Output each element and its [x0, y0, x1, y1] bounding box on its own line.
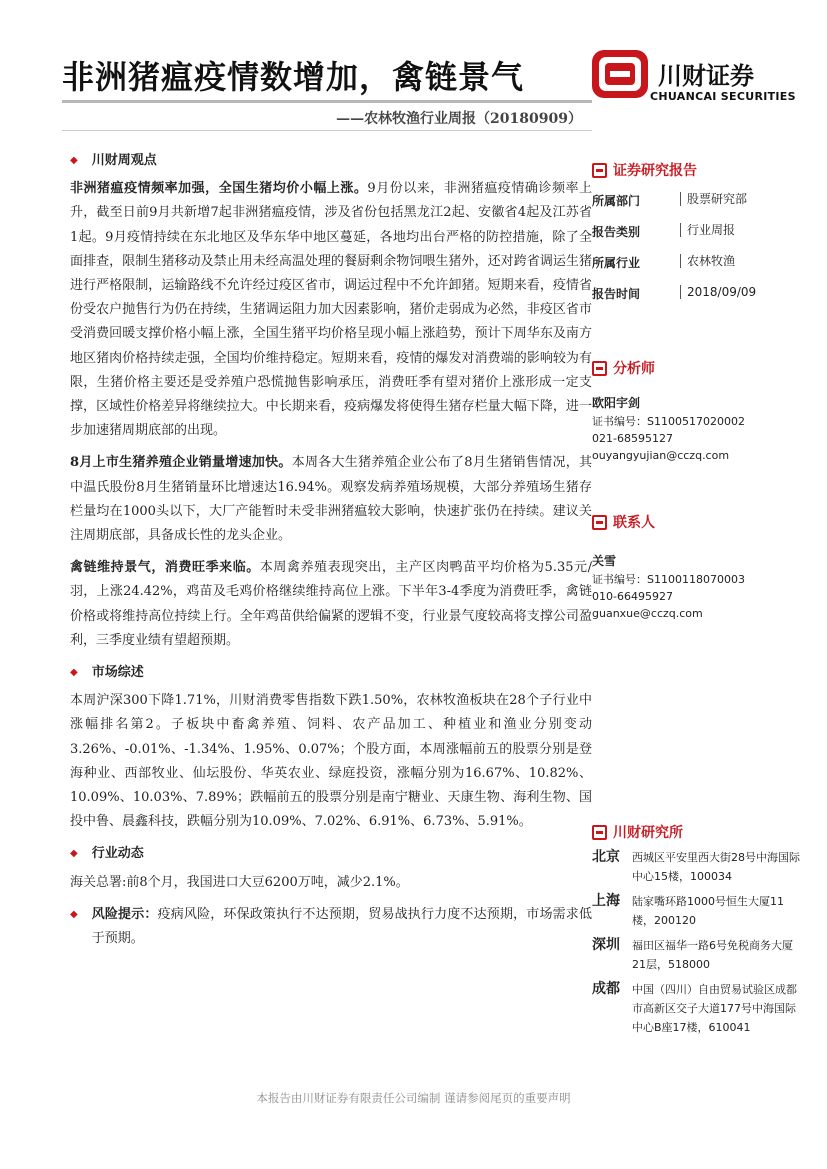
info-row	[592, 285, 802, 316]
institute-row	[592, 892, 802, 930]
section-market	[70, 661, 592, 685]
contact-heading-icon	[592, 515, 607, 530]
info-key: 所属部门	[592, 194, 641, 208]
institute-address: 福田区福华一路6号免税商务大厦21层，518000	[632, 939, 793, 971]
analyst-email[interactable]: ouyangyujian@cczq.com	[592, 449, 730, 462]
paragraph	[70, 177, 592, 443]
title-divider	[62, 100, 592, 103]
risk-text: 疫病风险，环保政策执行不达预期，贸易战执行力度不达预期，市场需求低于预期。	[91, 906, 592, 947]
info-row	[592, 223, 802, 254]
info-value: 行业周报	[680, 223, 735, 237]
contact-name: 关雪	[592, 554, 617, 568]
institute-city: 上海	[592, 893, 620, 909]
paragraph	[70, 556, 592, 653]
paragraph-lead: 非洲猪瘟疫情频率加强，全国生猪均价小幅上涨。	[70, 181, 368, 197]
report-heading-icon	[592, 163, 607, 178]
risk-note	[70, 903, 592, 951]
paragraph	[70, 451, 592, 548]
subtitle-divider	[62, 130, 592, 131]
institute-row	[592, 980, 802, 1037]
info-key: 所属行业	[592, 256, 641, 270]
paragraph-body: 本周各大生猪养殖企业公布了8月生猪销售情况，其中温氏股份8月生猪销量环比增速达16.94%。观察发病养殖场规模，大部分养殖场生猪存栏量均在1000头以下，大厂产能暂时未受非洲猪瘟较大影响，快速扩张仍在持续。建议关注周期底部，具备成长性的龙头企业。	[70, 455, 592, 544]
institute-city: 北京	[592, 849, 620, 865]
info-row	[592, 192, 802, 223]
section-view	[70, 149, 592, 173]
analyst-heading: 分析师	[592, 358, 802, 378]
institute-heading: 川财研究所	[592, 822, 802, 842]
contact-block	[592, 512, 802, 622]
paragraph-body: 9月份以来，非洲猪瘟疫情确诊频率上升，截至日前9月共新增7起非洲猪瘟疫情，涉及省份包括黑龙江2起、安徽省4起及江苏省1起。9月疫情持续在东北地区及华东华中地区蔓延，各地均出台严格的防控措施，除了全面排查，限制生猪移动及禁止用未经高温处理的餐厨剩余物饲喂生猪外，还对跨省调运生猪进行严格限制，运输路线不允许经过疫区省市，调运过程中不允许卸猪。短期来看，疫情省份受农户抛售行为仍在持续，生猪调运阻力加大因素影响，猪价走弱成为必然，非疫区省市受消费回暖支撑价格小幅上涨，全国生猪平均价格呈现小幅上涨趋势，预计下周华东及南方地区猪肉价格持续走强，全国均价维持稳定。短期来看，疫情的爆发对消费端的影响较为有限，生猪价格主要还是受养殖户恐慌抛售影响承压，消费旺季有望对猪价上涨形成一定支撑，区域性价格差异将继续拉大。中长期来看，疫病爆发将使得生猪存栏量大幅下降，进一步加速猪周期底部的出现。	[70, 181, 592, 439]
company-name: 川财证券	[658, 62, 754, 90]
diamond-bullet-icon: ◆	[70, 155, 78, 166]
paragraph-lead: 8月上市生猪养殖企业销量增速加快。	[70, 455, 292, 471]
report-title: 非洲猪瘟疫情数增加，禽链景气	[62, 58, 525, 96]
institute-address: 中国（四川）自由贸易试验区成都市高新区交子大道177号中海国际中心B座17楼，610041	[632, 983, 797, 1034]
diamond-bullet-icon: ◆	[70, 667, 78, 679]
analyst-name: 欧阳宇剑	[592, 396, 641, 410]
info-value: 2018/09/09	[680, 285, 756, 299]
info-key: 报告时间	[592, 287, 641, 301]
institute-block	[592, 822, 802, 1043]
paragraph-lead: 禽链维持景气，消费旺季来临。	[70, 560, 260, 576]
analyst-heading-icon	[592, 361, 607, 376]
institute-city: 深圳	[592, 937, 620, 953]
contact-email[interactable]: guanxue@cczq.com	[592, 607, 703, 620]
report-info-heading: 证券研究报告	[592, 160, 802, 180]
analyst-cert: 证书编号：S1100517020002	[592, 415, 745, 428]
institute-address: 西城区平安里西大街28号中海国际中心15楼，100034	[632, 851, 800, 883]
analyst-phone: 021-68595127	[592, 432, 673, 445]
institute-heading-icon	[592, 825, 607, 840]
risk-label: 风险提示：	[91, 906, 158, 922]
main-content	[70, 145, 592, 959]
paragraph: 海关总署:前8个月，我国进口大豆6200万吨，减少2.1%。	[70, 874, 409, 890]
info-key: 报告类别	[592, 225, 641, 239]
diamond-bullet-icon: ◆	[70, 848, 78, 860]
section-industry	[70, 842, 592, 866]
contact-heading: 联系人	[592, 512, 802, 532]
institute-row	[592, 936, 802, 974]
section-title: 市场综述	[91, 665, 144, 681]
report-subtitle: ——农林牧渔行业周报（20180909）	[336, 111, 582, 127]
contact-cert: 证书编号：S1100118070003	[592, 573, 745, 586]
analyst-block	[592, 358, 802, 464]
contact-phone: 010-66495927	[592, 590, 673, 603]
section-title: 行业动态	[91, 846, 144, 862]
page-footer: 本报告由川财证券有限责任公司编制 谨请参阅尾页的重要声明	[256, 1091, 571, 1105]
info-value: 农林牧渔	[680, 254, 735, 268]
institute-address: 陆家嘴环路1000号恒生大厦11楼，200120	[632, 895, 784, 927]
info-value: 股票研究部	[680, 192, 747, 206]
institute-city: 成都	[592, 981, 620, 997]
paragraph: 本周沪深300下降1.71%，川财消费零售指数下跌1.50%，农林牧渔板块在28个子行业中涨幅排名第2。子板块中畜禽养殖、饲料、农产品加工、种植业和渔业分别变动3.26%、-0.01%、-1.34%、1.95%、0.07%；个股方面，本周涨幅前五的股票分别是登海种业、西部牧业、仙坛股份、华英农业、绿庭投资，涨幅分别为16.67%、10.82%、10.09%、10.03%、7.89%；跌幅前五的股票分别是南宁糖业、天康生物、海利生物、国投中鲁、晨鑫科技，跌幅分别为10.09%、7.02%、6.91%、6.73%、5.91%。	[70, 693, 592, 830]
diamond-bullet-icon: ◆	[70, 908, 78, 920]
paragraph-body: 本周禽养殖表现突出，主产区肉鸭苗平均价格为5.35元/羽，上涨24.42%，鸡苗及毛鸡价格继续维持高位上涨。下半年3-4季度为消费旺季，禽链价格或将维持高位持续上行。全年鸡苗供给偏紧的逻辑不变，行业景气度较高将支撑公司盈利，三季度业绩有望超预期。	[70, 560, 592, 648]
institute-row	[592, 848, 802, 886]
info-row	[592, 254, 802, 285]
company-logo-icon	[590, 48, 650, 100]
company-name-en: CHUANCAI SECURITIES	[650, 90, 796, 103]
section-title: 川财周观点	[91, 153, 157, 168]
report-info-block	[592, 160, 802, 316]
